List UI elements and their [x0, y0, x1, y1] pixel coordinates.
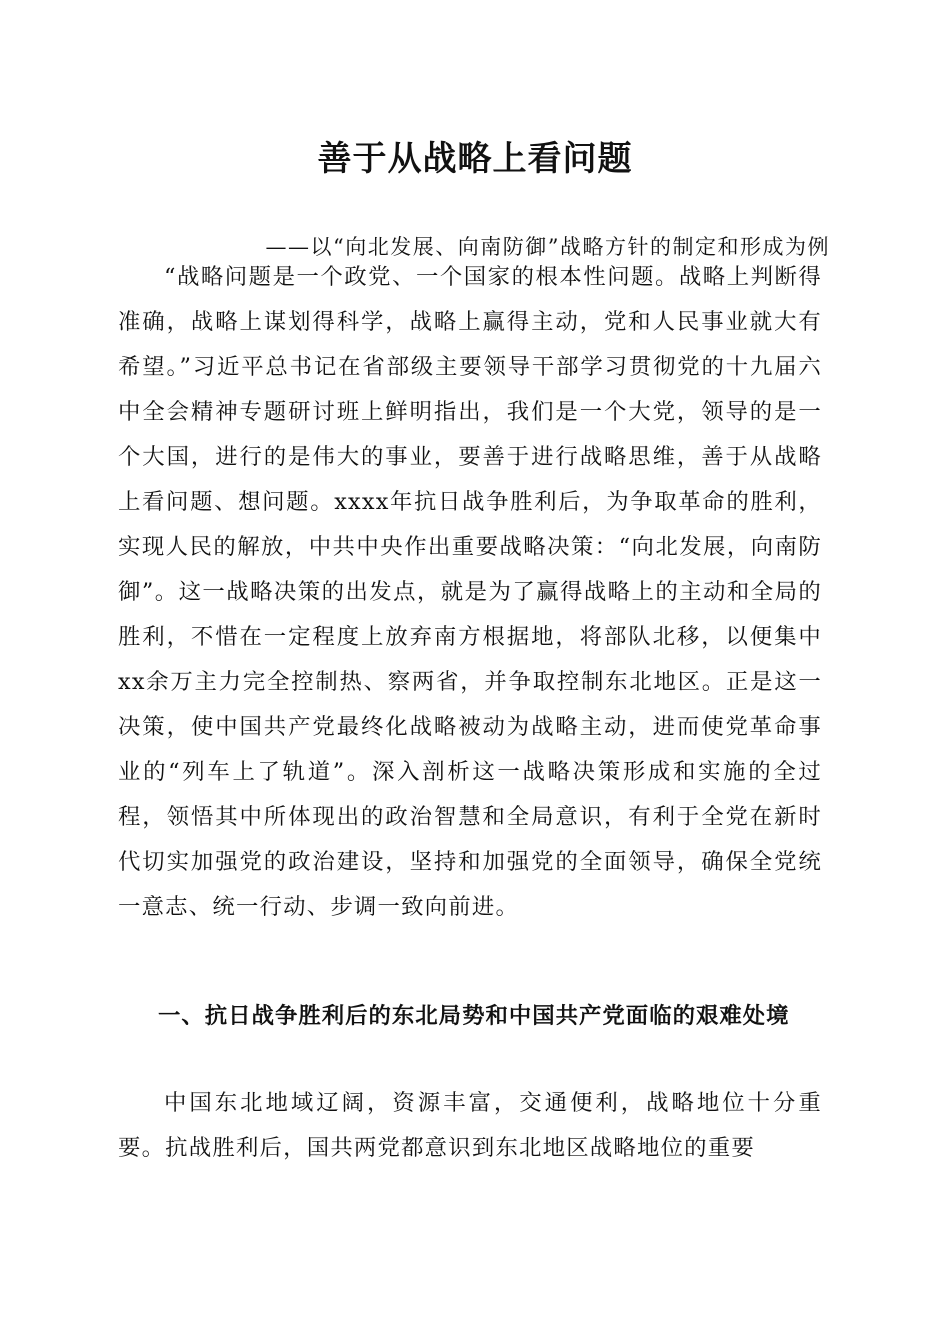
body-paragraph: 中国东北地域辽阔，资源丰富，交通便利，战略地位十分重要。抗战胜利后，国共两党都意识到东北地区战略地位的重要 [118, 1090, 822, 1161]
document-title: 善于从战略上看问题 [317, 139, 633, 179]
document-subtitle: ——以“向北发展、向南防御”战略方针的制定和形成为例 [265, 235, 830, 259]
section-heading: 一、抗日战争胜利后的东北局势和中国共产党面临的艰难处境 [158, 1003, 790, 1029]
body-paragraph: “战略问题是一个政党、一个国家的根本性问题。战略上判断得准确，战略上谋划得科学，战略上赢得主动，党和人民事业就大有希望。”习近平总书记在省部级主要领导干部学习贯彻党的十九届六中全会精神专题研讨班上鲜明指出，我们是一个大党，领导的是一个大国，进行的是伟大的事业，要善于进行战略思维，善于从战略上看问题、想问题。xxxx年抗日战争胜利后，为争取革命的胜利，实现人民的解放，中共中央作出重要战略决策：“向北发展，向南防御”。这一战略决策的出发点，就是为了赢得战略上的主动和全局的胜利，不惜在一定程度上放弃南方根据地，将部队北移，以便集中xx余万主力完全控制热、察两省，并争取控制东北地区。正是这一决策，使中国共产党最终化战略被动为战略主动，进而使党革命事业的“列车上了轨道”。深入剖析这一战略决策形成和实施的全过程，领悟其中所体现出的政治智慧和全局意识，有利于全党在新时代切实加强党的政治建设，坚持和加强党的全面领导，确保全党统一意志、统一行动、步调一致向前进。 [118, 264, 822, 920]
